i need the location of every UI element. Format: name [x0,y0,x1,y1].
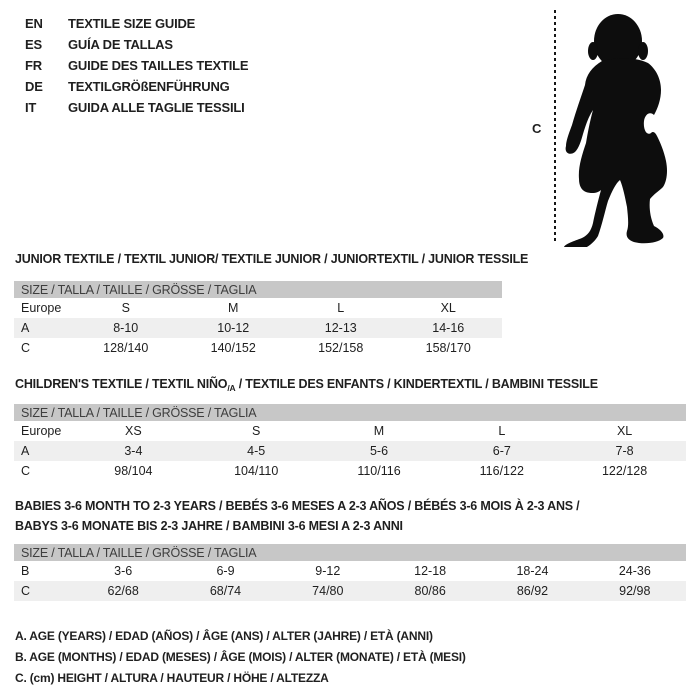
table-row-age [14,318,502,338]
size-cell: 5-6 [369,444,389,458]
size-cell: L [337,301,345,315]
row-label: A [21,321,30,335]
size-cell: M [228,301,239,315]
row-label: C [21,584,31,598]
size-cell: 3-6 [114,564,133,578]
size-cell: 152/158 [318,341,364,355]
lang-label: GUÍA DE TALLAS [68,37,173,52]
size-cell: 62/68 [107,584,139,598]
size-cell: S [252,424,261,438]
lang-row-es [25,34,248,55]
table-row-age [14,441,686,461]
size-header-bar: SIZE / TALLA / TAILLE / GRÖSSE / TAGLIA [14,404,686,421]
size-cell: M [373,424,385,438]
table-row-height [14,461,686,481]
size-cell: 92/98 [619,584,651,598]
footnote-a: A. AGE (YEARS) / EDAD (AÑOS) / ÂGE (ANS) / ALTER (JAHRE) / ETÀ (ANNI) [15,629,433,643]
size-cell: 86/92 [516,584,549,598]
size-cell: L [498,424,506,438]
size-cell: 7-8 [615,444,634,458]
lang-label: TEXTILE SIZE GUIDE [68,16,196,31]
row-label: Europe [21,424,62,438]
size-header-bar: SIZE / TALLA / TAILLE / GRÖSSE / TAGLIA [14,544,686,561]
table-row-europe [14,421,686,441]
size-cell: 14-16 [432,321,465,335]
lang-code: DE [25,79,43,94]
size-cell: XL [440,301,456,315]
children-title-post: / TEXTILE DES ENFANTS / KINDERTEXTIL / BAMBINI TESSILE [235,377,598,391]
size-cell: 4-5 [247,444,266,458]
row-label: B [21,564,30,578]
size-cell: 80/86 [414,584,446,598]
table-row-height [14,581,686,601]
footnote-list [15,626,466,689]
row-label: Europe [21,301,62,315]
lang-row-en [25,13,248,34]
lang-code: FR [25,58,42,73]
size-cell: 24-36 [618,564,651,578]
size-cell: 74/80 [312,584,344,598]
size-header-bar: SIZE / TALLA / TAILLE / GRÖSSE / TAGLIA [14,281,502,298]
baby-silhouette-icon [562,11,694,247]
lang-code: IT [25,100,37,115]
lang-row-de [25,76,248,97]
size-cell: 158/170 [425,341,471,355]
junior-size-table [14,281,502,358]
size-cell: 110/116 [357,464,401,478]
size-cell: 18-24 [516,564,549,578]
table-row-height [14,338,502,358]
size-cell: S [121,301,130,315]
row-label: A [21,444,30,458]
size-cell: 6-9 [216,564,235,578]
footnote-b: B. AGE (MONTHS) / EDAD (MESES) / ÂGE (MOIS) / ALTER (MONATE) / ETÀ (MESI) [15,650,466,664]
height-measure-dotted-line [554,10,556,243]
size-cell: 8-10 [113,321,139,335]
children-size-table [14,404,686,481]
size-cell: 98/104 [114,464,153,478]
size-cell: 122/128 [601,464,648,478]
row-label: C [21,464,31,478]
lang-label: TEXTILGRÖßENFÜHRUNG [68,79,230,94]
height-measure-label: C [532,121,542,136]
children-title-sub: /A [227,383,236,393]
lang-code: EN [25,16,43,31]
size-cell: XS [125,424,142,438]
size-cell: 6-7 [492,444,511,458]
size-cell: 10-12 [217,321,250,335]
lang-row-it [25,97,248,118]
lang-code: ES [25,37,42,52]
size-cell: 116/122 [479,464,524,478]
junior-section-title: JUNIOR TEXTILE / TEXTIL JUNIOR/ TEXTILE JUNIOR / JUNIORTEXTIL / JUNIOR TESSILE [15,252,529,266]
size-cell: 12-18 [414,564,447,578]
children-title-pre: CHILDREN'S TEXTILE / TEXTIL NIÑO [15,377,228,391]
children-section-title [15,374,598,398]
footnote-c: C. (cm) HEIGHT / ALTURA / HAUTEUR / HÖHE / ALTEZZA [15,671,329,685]
size-cell: 140/152 [210,341,256,355]
row-label: C [21,341,31,355]
size-cell: 9-12 [315,564,341,578]
babies-section-title [15,496,579,536]
size-cell: 104/110 [234,464,279,478]
table-row-europe [14,298,502,318]
size-cell: 68/74 [209,584,242,598]
table-row-months [14,561,686,581]
language-title-list [25,13,248,118]
size-cell: 3-4 [124,444,143,458]
lang-label: GUIDA ALLE TAGLIE TESSILI [68,100,245,115]
babies-size-table [14,544,686,601]
lang-row-fr [25,55,248,76]
lang-label: GUIDE DES TAILLES TEXTILE [68,58,249,73]
babies-title-line1: BABIES 3-6 MONTH TO 2-3 YEARS / BEBÉS 3-6 MESES A 2-3 AÑOS / BÉBÉS 3-6 MOIS À 2-3 ANS / [15,499,580,513]
babies-title-line2: BABYS 3-6 MONATE BIS 2-3 JAHRE / BAMBINI 3-6 MESI A 2-3 ANNI [15,519,403,533]
size-cell: XL [616,424,633,438]
size-cell: 128/140 [103,341,149,355]
size-cell: 12-13 [324,321,357,335]
